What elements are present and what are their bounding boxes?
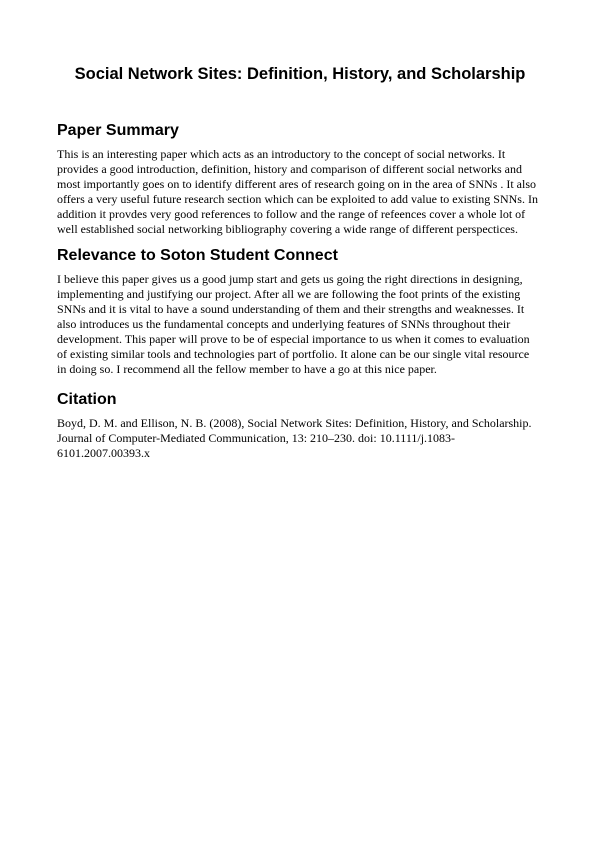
section-relevance: [57, 246, 543, 376]
text-line: of existing similar tools and technologies part of portfolio. It alone can be our single vital resource: [57, 346, 530, 361]
text-line: SNNs and it is vital to have a sound understanding of them and their strengths and weaknesses. It: [57, 302, 525, 317]
text-line: Boyd, D. M. and Ellison, N. B. (2008), Social Network Sites: Definition, History, and Scholarship.: [57, 415, 532, 430]
text-line: Journal of Computer-Mediated Communication, 13: 210–230. doi: 10.1111/j.1083-: [57, 430, 456, 445]
text-line: offers a very useful future research section which can be exploited to add value to existing SNNs. In: [57, 191, 538, 206]
section-citation: [57, 390, 543, 461]
document-title: Social Network Sites: Definition, History, and Scholarship: [74, 65, 526, 83]
text-line: also introduces us the fundamental concepts and underlying features of SNNs throughout their: [57, 317, 511, 332]
text-line: This is an interesting paper which acts as an introductory to the concept of social networks. It: [57, 147, 506, 161]
paper-summary-heading: Paper Summary: [57, 122, 179, 139]
text-line: development. This paper will prove to be of especial importance to us when it comes to evaluation: [57, 332, 530, 347]
text-line: addition it provdes very good references to follow and the range of refeences cover a whole lot of: [57, 206, 526, 221]
citation-heading: Citation: [57, 390, 117, 408]
text-line: implementing and justifying our project. After all we are following the foot prints of the existing: [57, 287, 521, 302]
text-line: provides a good introduction, definition, history and comparison of different social networks and: [57, 161, 523, 176]
text-line: 6101.2007.00393.x: [57, 445, 150, 460]
relevance-heading: Relevance to Soton Student Connect: [57, 247, 338, 265]
relevance-paragraph: [57, 272, 543, 376]
text-line: I believe this paper gives us a good jump start and gets us going the right directions in designing,: [57, 272, 523, 287]
text-line: most importantly goes on to identify different ares of research going on in the area of SNNs . It also: [57, 176, 536, 191]
section-paper-summary: [57, 121, 543, 236]
paper-summary-paragraph: [57, 147, 543, 236]
text-line: well established social networking bibliography covering a wide range of different perspectices.: [57, 221, 518, 236]
text-line: in doing so. I recommend all the fellow member to have a go at this nice paper.: [57, 361, 437, 376]
citation-paragraph: [57, 416, 543, 461]
